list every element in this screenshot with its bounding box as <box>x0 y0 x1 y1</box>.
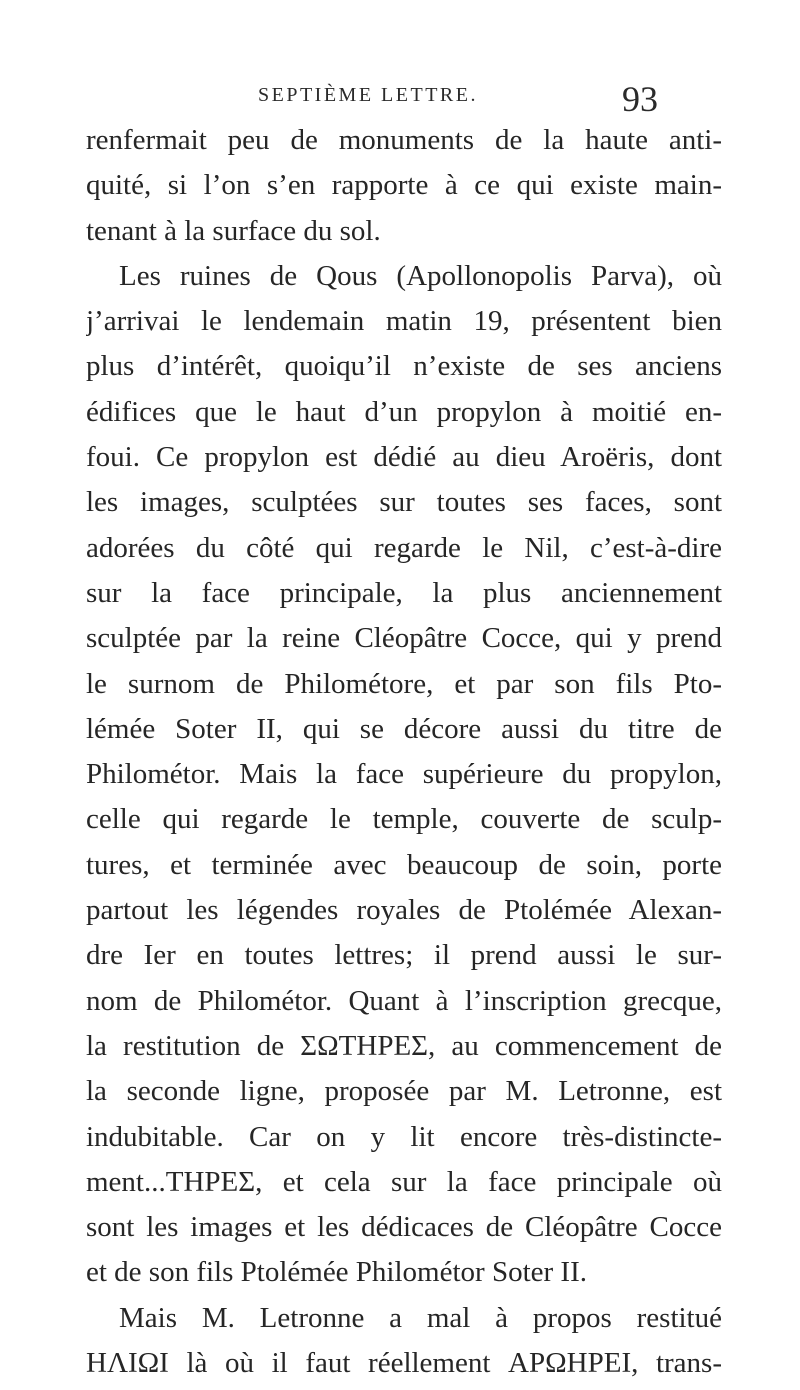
text-line: tures, et terminée avec beaucoup de soin, porte <box>86 848 722 881</box>
text-line: adorées du côté qui regarde le Nil, c’est-à-dire <box>86 531 722 564</box>
text-line: lémée Soter II, qui se décore aussi du titre de <box>86 712 722 745</box>
text-line: nom de Philométor. Quant à l’inscription grecque, <box>86 984 722 1017</box>
text-line: foui. Ce propylon est dédié au dieu Aroëris, dont <box>86 441 722 474</box>
text-line: sculptée par la reine Cléopâtre Cocce, qui y prend <box>86 622 722 655</box>
running-head: SEPTIÈME LETTRE. <box>258 84 478 106</box>
text-line: dre Ier en toutes lettres; il prend aussi le sur- <box>86 939 722 972</box>
text-line: celle qui regarde le temple, couverte de sculp- <box>86 803 722 836</box>
text-line: plus d’intérêt, quoiqu’il n’existe de ses anciens <box>86 350 722 383</box>
text-line: et de son fils Ptolémée Philométor Soter II. <box>86 1256 587 1289</box>
text-line: sur la face principale, la plus anciennement <box>86 576 722 609</box>
text-line: édifices que le haut d’un propylon à moitié en- <box>86 395 722 428</box>
text-line: partout les légendes royales de Ptolémée Alexan- <box>86 894 722 927</box>
text-line: j’arrivai le lendemain matin 19, présentent bien <box>86 305 722 338</box>
body-text <box>86 118 722 1386</box>
text-line: sont les images et les dédicaces de Cléopâtre Cocce <box>86 1211 722 1244</box>
text-line: ment...ΤΗΡΕΣ, et cela sur la face principale où <box>86 1165 722 1198</box>
text-line: renfermait peu de monuments de la haute anti- <box>86 124 722 156</box>
text-line: tenant à la surface du sol. <box>86 214 381 247</box>
text-line: le surnom de Philométore, et par son fils Pto- <box>86 667 722 700</box>
text-line: la restitution de ΣΩΤΗΡΕΣ, au commencement de <box>86 1029 722 1062</box>
text-line: indubitable. Car on y lit encore très-distincte- <box>86 1120 722 1153</box>
text-line: Mais M. Letronne a mal à propos restitué <box>119 1301 722 1334</box>
text-line: la seconde ligne, proposée par M. Letronne, est <box>86 1075 722 1108</box>
text-line: Philométor. Mais la face supérieure du propylon, <box>86 758 722 791</box>
text-line: Les ruines de Qous (Apollonopolis Parva), où <box>119 259 722 292</box>
page-number: 93 <box>622 79 658 119</box>
text-line: les images, sculptées sur toutes ses faces, sont <box>86 486 722 519</box>
text-line: quité, si l’on s’en rapporte à ce qui existe main- <box>86 169 722 202</box>
text-line: ΗΛΙΩΙ là où il faut réellement ΑΡΩΗΡΕΙ, trans- <box>86 1347 722 1380</box>
